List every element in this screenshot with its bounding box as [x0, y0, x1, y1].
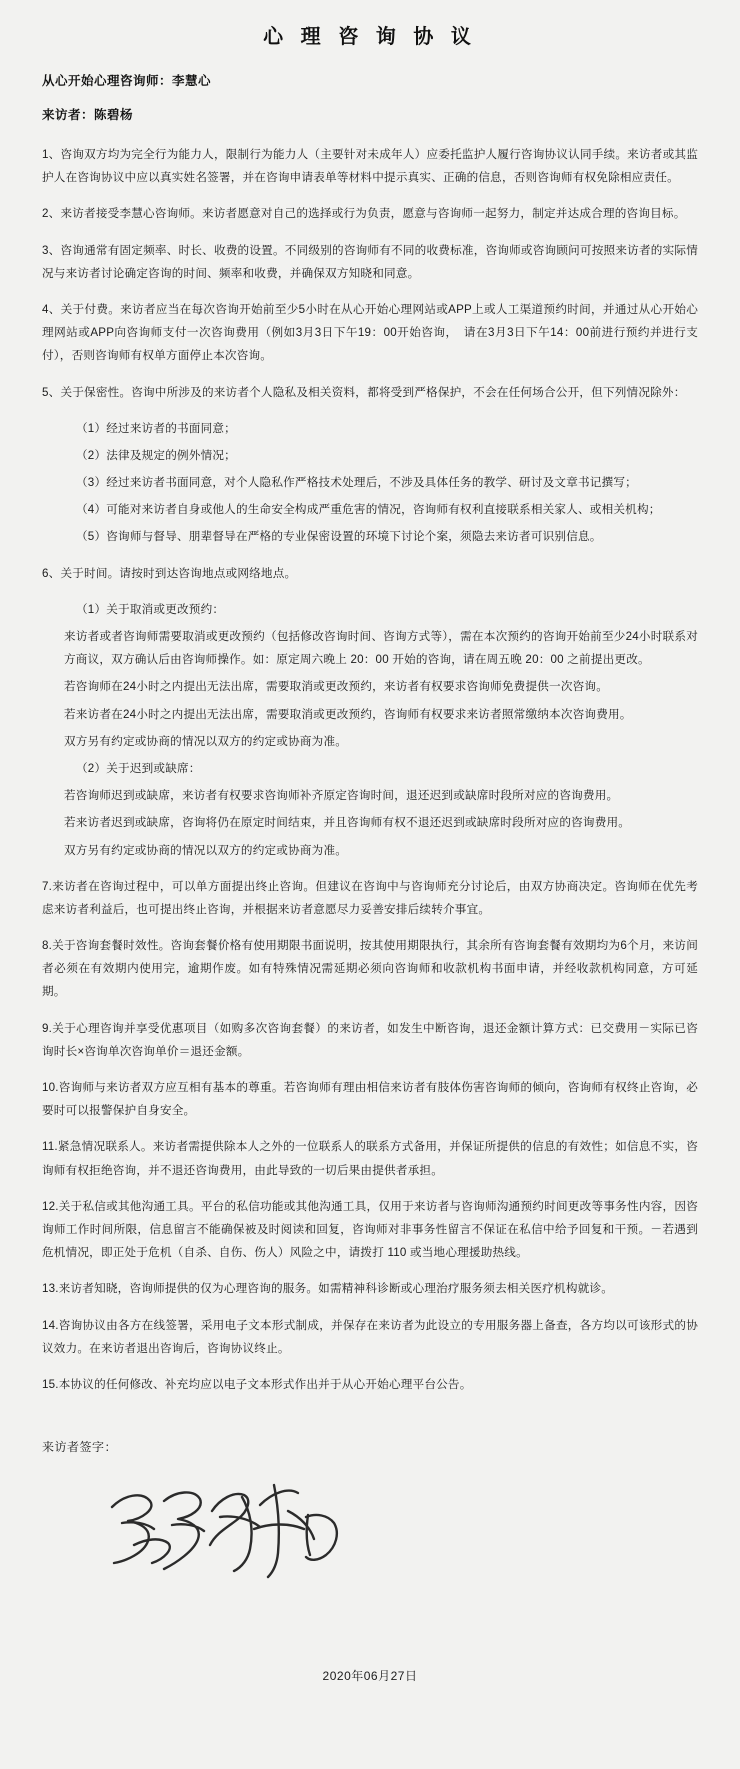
time-item-agreement-1: 双方另有约定或协商的情况以双方的约定或协商为准。: [64, 734, 348, 748]
time-item-counselor-absent: 若咨询师在24小时之内提出无法出席，需要取消或更改预约，来访者有权要求咨询师免费提供一次咨询。: [64, 680, 609, 694]
time-item-client-absent: 若来访者在24小时之内提出无法出席，需要取消或更改预约，咨询师有权要求来访者照常缴纳本次咨询费用。: [64, 707, 632, 721]
page-title: 心 理 咨 询 协 议: [263, 26, 477, 48]
clause-2: 2、来访者接受李慧心咨询师。来访者愿意对自己的选择或行为负责，愿意与咨询师一起努力，制定并达成合理的咨询目标。: [42, 207, 686, 221]
confidentiality-item-2: （2）法律及规定的例外情况；: [76, 448, 236, 462]
time-item-counselor-late: 若咨询师迟到或缺席，来访者有权要求咨询师补齐原定咨询时间，退还迟到或缺席时段所对应的咨询费用。: [64, 789, 619, 803]
clause-7: 7.来访者在咨询过程中，可以单方面提出终止咨询。但建议在咨询中与咨询师充分讨论后，由双方协商决定。咨询师在优先考虑来访者利益后，也可提出终止咨询，并根据来访者意愿尽力妥善安排后续转介事宜。: [42, 879, 698, 916]
time-item-late-heading: （2）关于迟到或缺席：: [76, 761, 201, 775]
time-item-agreement-2: 双方另有约定或协商的情况以双方的约定或协商为准。: [64, 843, 348, 857]
clause-8: 8.关于咨询套餐时效性。咨询套餐价格有使用期限书面说明，按其使用期限执行，其余所有咨询套餐有效期均为6个月，来访间者必须在有效期内使用完，逾期作废。如有特殊情况需延期必须向咨询师和收款机构书面申请，并经收款机构同意，方可延期。: [42, 939, 698, 999]
confidentiality-item-1: （1）经过来访者的书面同意；: [76, 421, 236, 435]
signature-area: [42, 1461, 698, 1611]
signature-label: 来访者签字：: [42, 1440, 118, 1455]
confidentiality-item-4: （4）可能对来访者自身或他人的生命安全构成严重危害的情况，咨询师有权利直接联系相关家人、或相关机构；: [76, 503, 661, 517]
clause-10: 10.咨询师与来访者双方应互相有基本的尊重。若咨询师有理由相信来访者有肢体伤害咨询师的倾向，咨询师有权终止咨询，必要时可以报警保护自身安全。: [42, 1081, 698, 1118]
client-line: 来访者：陈碧杨: [42, 108, 134, 122]
clause-1: 1、咨询双方均为完全行为能力人，限制行为能力人（主要针对未成年人）应委托监护人履行咨询协议认同手续。来访者或其监护人在咨询协议中应以真实姓名签署，并在咨询申请表单等材料中提示真实、正确的信息，否则咨询师有权免除相应责任。: [42, 148, 698, 185]
clause-9: 9.关于心理咨询并享受优惠项目（如购多次咨询套餐）的来访者，如发生中断咨询，退还金额计算方式：已交费用－实际已咨询时长×咨询单次咨询单价＝退还金额。: [42, 1021, 698, 1058]
confidentiality-item-5: （5）咨询师与督导、朋辈督导在严格的专业保密设置的环境下讨论个案，须隐去来访者可识别信息。: [76, 530, 602, 544]
clause-12: 12.关于私信或其他沟通工具。平台的私信功能或其他沟通工具，仅用于来访者与咨询师沟通预约时间更改等事务性内容，因咨询师工作时间所限，信息留言不能确保被及时阅读和回复，咨询师对非事务性留言不保证在私信中给予回复和干预。－若遇到危机情况，即正处于危机（自杀、自伤、伤人）风险之中，请拨打 110 或当地心理援助热线。: [42, 1199, 698, 1260]
clause-5: 5、关于保密性。咨询中所涉及的来访者个人隐私及相关资料，都将受到严格保护，不会在任何场合公开，但下列情况除外：: [42, 385, 686, 399]
clause-4: 4、关于付费。来访者应当在每次咨询开始前至少5小时在从心开始心理网站或APP上或人工渠道预约时间，并通过从心开始心理网站或APP向咨询师支付一次咨询费用（例如3月3日下午19：00开始咨询， 请在3月3日下午14：00前进行预约并进行支付），否则咨询师有权单方面停止本次咨询。: [42, 302, 698, 363]
clause-14: 14.咨询协议由各方在线签署，采用电子文本形式制成，并保存在来访者为此设立的专用服务器上备查，各方均以可该形式的协议效力。在来访者退出咨询后，咨询协议终止。: [42, 1318, 698, 1355]
counselor-line: 从心开始心理咨询师：李慧心: [42, 74, 212, 88]
time-item-client-late: 若来访者迟到或缺席，咨询将仍在原定时间结束，并且咨询师有权不退还迟到或缺席时段所对应的咨询费用。: [64, 816, 631, 830]
clause-13: 13.来访者知晓，咨询师提供的仅为心理咨询的服务。如需精神科诊断或心理治疗服务须去相关医疗机构就诊。: [42, 1282, 614, 1296]
clause-6: 6、关于时间。请按时到达咨询地点或网络地点。: [42, 566, 297, 580]
confidentiality-item-3: （3）经过来访者书面同意，对个人隐私作严格技术处理后，不涉及具体任务的教学、研讨及文章书记撰写；: [76, 476, 637, 490]
clause-15: 15.本协议的任何修改、补充均应以电子文本形式作出并于从心开始心理平台公告。: [42, 1377, 472, 1391]
time-item-cancel-heading: （1）关于取消或更改预约：: [76, 602, 225, 616]
handwritten-signature-icon: [102, 1471, 362, 1601]
clause-3: 3、咨询通常有固定频率、时长、收费的设置。不同级别的咨询师有不同的收费标准，咨询师或咨询顾问可按照来访者的实际情况与来访者讨论确定咨询的时间、频率和收费，并确保双方知晓和同意。: [42, 243, 698, 280]
document-date: 2020年06月27日: [322, 1669, 418, 1684]
clause-11: 11.紧急情况联系人。来访者需提供除本人之外的一位联系人的联系方式备用，并保证所提供的信息的有效性；如信息不实，咨询师有权拒绝咨询，并不退还咨询费用，由此导致的一切后果由提供者承担。: [42, 1140, 698, 1177]
time-item-cancel-detail: 来访者或者咨询师需要取消或更改预约（包括修改咨询时间、咨询方式等），需在本次预约的咨询开始前至少24小时联系对方商议，双方确认后由咨询师操作。如：原定周六晚上 20：00 开始的咨询，请在周五晚 20：00 之前提出更改。: [64, 630, 698, 667]
